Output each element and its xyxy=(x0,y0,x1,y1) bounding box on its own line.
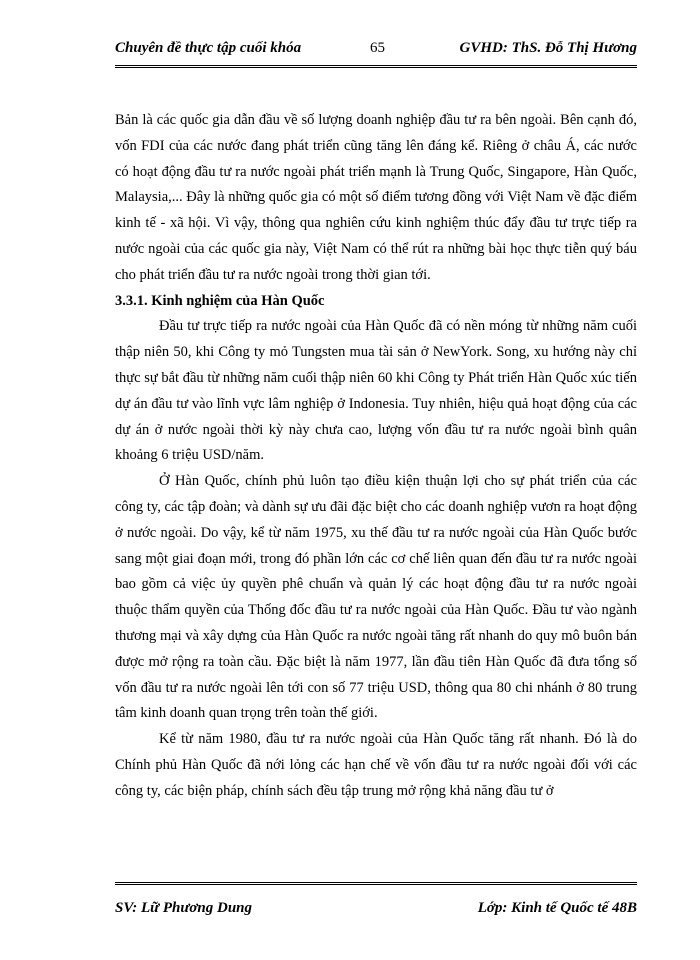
header-document-title: Chuyên đề thực tập cuối khóa xyxy=(115,40,302,56)
page-footer xyxy=(115,900,637,922)
paragraph-3: Kể từ năm 1980, đầu tư ra nước ngoài của Hàn Quốc tăng rất nhanh. Đó là do Chính phủ Hàn Quốc đã nới lỏng các hạn chế về vốn đầu tư ra nước ngoài đối với các công ty, các biện pháp, chính sách đều tập trung mở rộng khả năng đầu tư ở xyxy=(115,731,637,799)
header-supervisor: GVHD: ThS. Đỗ Thị Hương xyxy=(459,40,637,56)
footer-student: SV: Lữ Phương Dung xyxy=(115,900,253,916)
paragraph-1: Đầu tư trực tiếp ra nước ngoài của Hàn Quốc đã có nền móng từ những năm cuối thập niên 50, khi Công ty mỏ Tungsten mua tài sản ở NewYork. Song, xu hướng này chỉ thực sự bắt đầu từ những năm cuối thập niên 60 khi Công ty Phát triển Hàn Quốc xúc tiến dự án đầu tư vào lĩnh vực lâm nghiệp ở Indonesia. Tuy nhiên, hiệu quả hoạt động của các dự án ở nước ngoài thời kỳ này chưa cao, lượng vốn đầu tư ra nước ngoài bình quân khoảng 6 triệu USD/năm. xyxy=(115,318,637,464)
section-heading: 3.3.1. Kinh nghiệm của Hàn Quốc xyxy=(115,292,325,309)
document-body xyxy=(115,108,637,805)
footer-class: Lớp: Kinh tế Quốc tế 48B xyxy=(477,900,637,916)
paragraph-intro: Bản là các quốc gia dẫn đầu về số lượng doanh nghiệp đầu tư ra bên ngoài. Bên cạnh đó, vốn FDI của các nước đang phát triển cũng tăng lên đáng kể. Riêng ở châu Á, các nước có hoạt động đầu tư ra nước ngoài phát triển mạnh là Trung Quốc, Singapore, Hàn Quốc, Malaysia,... Đây là những quốc gia có một số điểm tương đồng với Việt Nam về đặc điểm kinh tế - xã hội. Vì vậy, thông qua nghiên cứu kinh nghiệm thúc đẩy đầu tư trực tiếp ra nước ngoài của các quốc gia này, Việt Nam có thể rút ra những bài học thực tiễn quý báu cho phát triển đầu tư ra nước ngoài trong thời gian tới. xyxy=(115,112,637,283)
footer-divider xyxy=(115,882,637,885)
header-page-number: 65 xyxy=(370,40,385,56)
header-divider xyxy=(115,65,637,68)
paragraph-2: Ở Hàn Quốc, chính phủ luôn tạo điều kiện thuận lợi cho sự phát triển của các công ty, các tập đoàn; và dành sự ưu đãi đặc biệt cho các doanh nghiệp vươn ra hoạt động ở nước ngoài. Do vậy, kể từ năm 1975, xu thế đầu tư ra nước ngoài của Hàn Quốc bước sang một giai đoạn mới, trong đó phần lớn các cơ chế liên quan đến đầu tư ra nước ngoài bao gồm cả việc ủy quyền phê chuẩn và quản lý các hoạt động đầu tư ra nước ngoài thuộc thẩm quyền của Thống đốc đầu tư ra nước ngoài của Hàn Quốc. Đầu tư vào ngành thương mại và xây dựng của Hàn Quốc ra nước ngoài tăng rất nhanh do quy mô buôn bán được mở rộng ra toàn cầu. Đặc biệt là năm 1977, lần đầu tiên Hàn Quốc đã đưa tổng số vốn đầu tư ra nước ngoài lên tới con số 77 triệu USD, thông qua 80 chi nhánh ở 80 trung tâm kinh doanh quan trọng trên toàn thế giới. xyxy=(115,473,637,722)
page-header xyxy=(115,40,637,62)
